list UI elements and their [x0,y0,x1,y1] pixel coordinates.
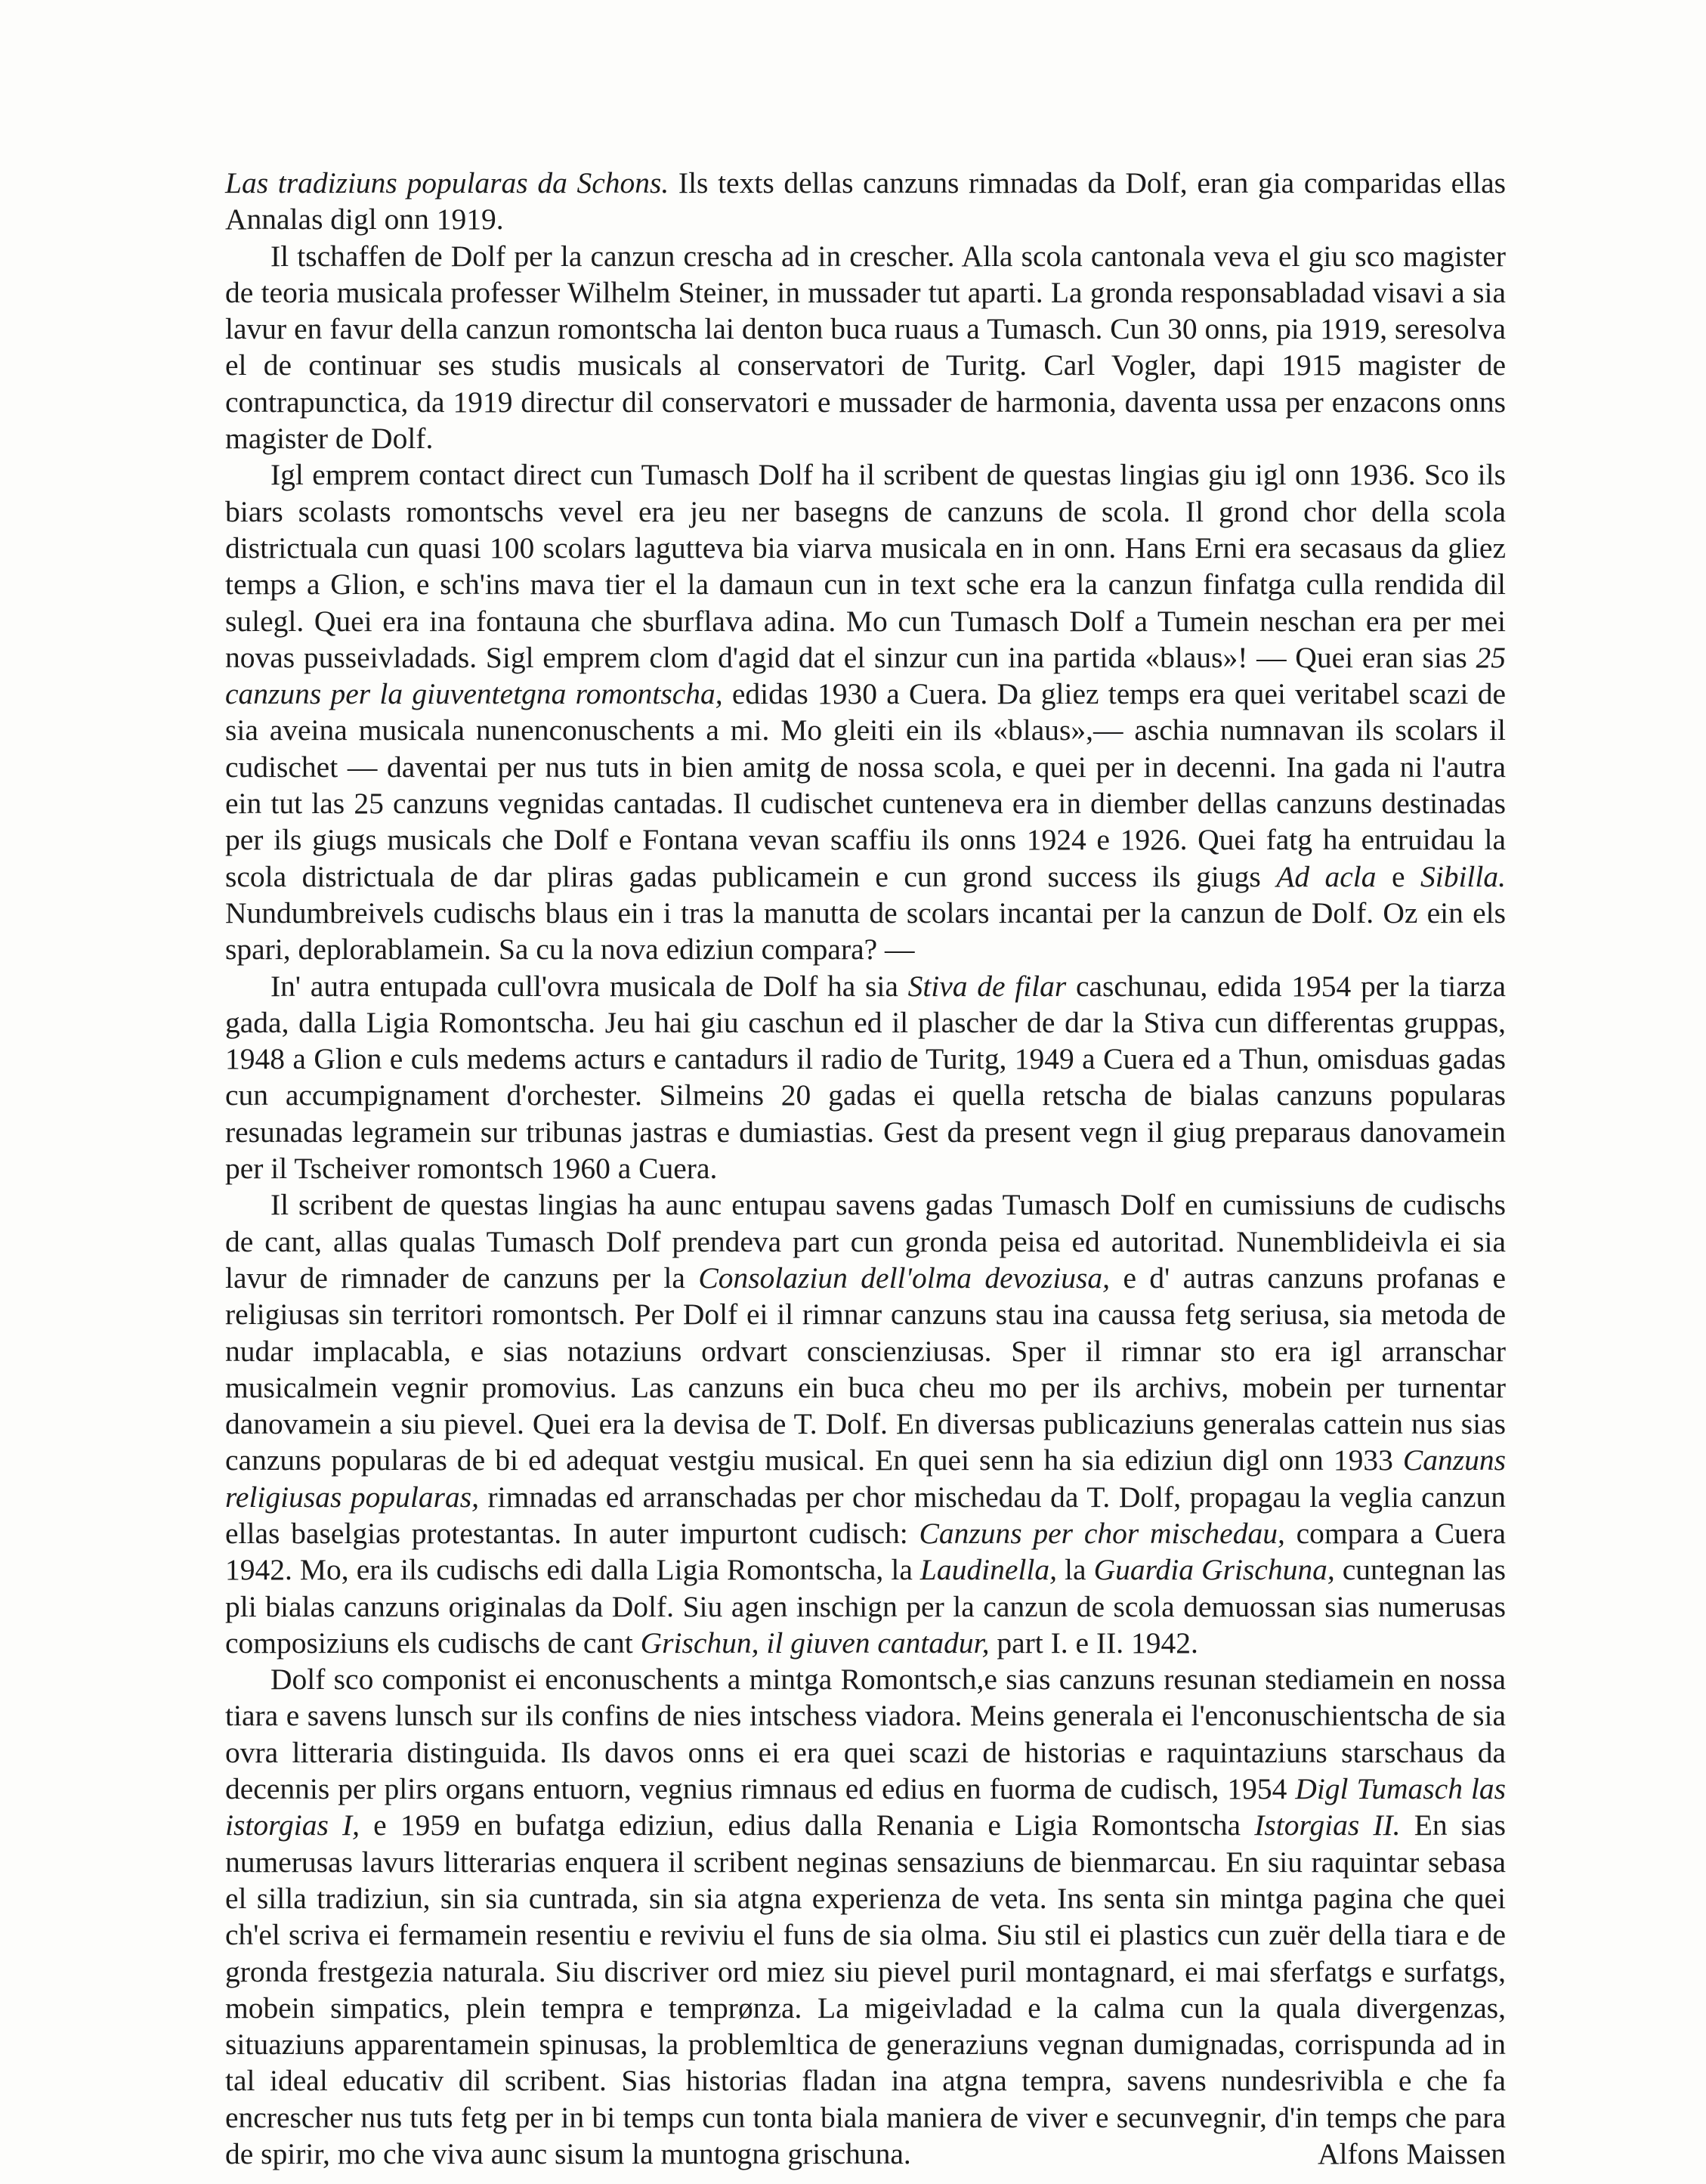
text-run: Il scribent de questas lingias ha aunc entupau savens gadas Tumasch Dolf en cumissiuns de cudischs de cant, allas qualas Tumasch Dolf prendeva part cun gronda peisa ed autoritad. Nunemblideivla ei sia lavur de rimnader de canzuns per la [225,1188,1506,1295]
italic-title: 25 canzuns per la giuventetgna romontscha, [225,640,1506,711]
text-run: Nundumbreivels cudischs blaus ein i tras la manutta de scolars incantai per la canzun de Dolf. Oz ein els spari, deplorablamein. Sa cu la nova ediziun compara? — [225,896,1506,967]
text-run: cuntegnan las pli bialas canzuns originalas da Dolf. Siu agen inschign per la canzun de scola demuossan sias numerusas composiziuns els cudischs de cant [225,1553,1506,1660]
text-run: compara a Cuera 1942. Mo, era ils cudischs edi dalla Ligia Romontscha, la [225,1516,1507,1587]
author-signature: Alfons Maissen [1317,2137,1506,2171]
italic-title: Digl Tumasch las istorgias I, [225,1772,1506,1842]
text-run: In' autra entupada cull'ovra musicala de Dolf ha sia [270,969,908,1003]
paragraph-1 [225,165,1506,238]
text-run: e 1959 en bufatga ediziun, edius dalla Renania e Ligia Romontscha [360,1808,1255,1842]
text-run: Il tschaffen de Dolf per la canzun crescha ad in crescher. Alla scola cantonala veva el giu sco magister de teoria musicala professer Wilhelm Steiner, in mussader tut aparti. La gronda responsabladad visavi a sia lavur en favur della canzun romontscha lai denton buca ruaus a Tumasch. Cun 30 onns, pia 1919, seresolva el de continuar ses studis musicals al conservatori de Turitg. Carl Vogler, dapi 1915 magister de contrapunctica, da 1919 directur dil conservatori e mussader de harmonia, daventa ussa per enzacons onns magister de Dolf. [225,239,1506,456]
italic-title: Canzuns per chor mischedau, [919,1516,1285,1550]
italic-title: Laudinella, [919,1553,1057,1587]
text-run: part I. e II. 1942. [989,1626,1198,1660]
text-run: edidas 1930 a Cuera. Da gliez temps era quei veritabel scazi de sia aveina musicala nunenconuschents a mi. Mo gleiti ein ils «blaus»,— aschia numnavan ils scolars il cudischet — daventai per nus tuts in bien amitg de nossa scola, e quei per in decenni. Ina gada ni l'autra ein tut las 25 canzuns vegnidas cantadas. Il cudischet cunteneva era in diember dellas canzuns destinadas per ils giugs musicals che Dolf e Fontana vevan scaffiu ils onns 1924 e 1926. Quei fatg ha entruidau la scola districtuala de dar pliras gadas publicamein e cun grond success ils giugs [225,677,1506,893]
paragraph-3 [225,456,1506,967]
italic-title: Las tradiziuns popularas da Schons. [225,166,669,200]
italic-title: Sibilla. [1420,859,1507,893]
paragraph-5 [225,1186,1506,1661]
italic-title: Stiva de filar [907,969,1067,1003]
italic-title: Consolaziun dell'olma devoziusa, [698,1261,1111,1295]
text-run: Dolf sco componist ei enconuschents a mintga Romontsch,e sias canzuns resunan stediamein en nossa tiara e savens lunsch sur ils confins de nies intschess viadora. Meins generala ei l'enconuschientscha de sia ovra litteraria distinguida. Ils davos onns ei era quei scazi de historias e raquintaziuns starschaus da decennis per plirs organs entuorn, vegnius rimnaus ed edius en fuorma de cudisch, 1954 [225,1663,1506,1806]
italic-title: Canzuns religiusas popularas, [225,1443,1506,1514]
italic-title: Guardia Grischuna, [1093,1553,1335,1587]
text-run: Igl emprem contact direct cun Tumasch Dolf ha il scribent de questas lingias giu igl onn 1936. Sco ils biars scolasts romontschs vevel era jeu ner basegns de canzuns de scola. Il grond chor della scola districtuala cun quasi 100 scolars lagutteva bia viarva musicala en in onn. Hans Erni era secasaus da gliez temps a Glion, e sch'ins mava tier el la damaun cun in text sche era la canzun finfatga culla rendida dil sulegl. Quei era ina fontauna che sburflava adina. Mo cun Tumasch Dolf a Tumein neschan era per mei novas pusseivladads. Sigl emprem clom d'agid dat el sinzur cun ina partida «blaus»! — Quei eran sias [225,458,1506,674]
text-run: e d' autras canzuns profanas e religiusas sin territori romontsch. Per Dolf ei il rimnar canzuns stau ina caussa fetg seriusa, sia metoda de nudar implacabla, e sias notaziuns ordvart conscienziusas. Sper il rimnar sto era igl arranschar musicalmein vegnir promovius. Las canzuns ein buca cheu mo per ils archivs, mobein per turnentar danovamein a siu pievel. Quei era la devisa de T. Dolf. En diversas publicaziuns generalas cattein nus sias canzuns popularas de bi ed adequat vestgiu musical. En quei senn ha sia ediziun digl onn 1933 [225,1261,1506,1477]
italic-title: Ad acla [1276,859,1377,893]
paragraph-6 [225,1661,1506,2172]
text-run: la [1056,1553,1094,1587]
text-run: rimnadas ed arranschadas per chor mischedau da T. Dolf, propagau la veglia canzun ellas baselgias protestantas. In auter impurtont cudisch: [225,1480,1506,1550]
italic-title: Grischun, il giuven cantadur, [640,1626,990,1660]
paragraph-6-text [225,1663,1506,2170]
text-run: En sias numerusas lavurs litterarias enquera il scribent neginas sensaziuns de bienmarcau. En siu raquintar sebasa el silla tradiziun, sin sia cuntrada, sin sia atgna experienza de veta. Ins senta sin mintga pagina che quei ch'el scriva ei fermamein resentiu e reviviu el funs de sia olma. Siu stil ei plastics cun zuër della tiara e de gronda frestgezia naturala. Siu discriver ord miez siu pievel puril montagnard, ei mai sferfatgs e surfatgs, mobein simpatics, plein tempra e temprønza. La migeivladad e la calma cun la quala divergenzas, situaziuns apparentamein spinusas, la problemltica de generaziuns vegnan dumignadas, corrispunda ad in tal ideal educativ dil scribent. Sias historias fladan ina atgna tempra, savens nundesrivibla e che fa encrescher nus tuts fetg per in bi temps cun tonta biala maniera de viver e secunvegnir, d'in temps che para de spirir, mo che viva aunc sisum la muntogna grischuna. [225,1808,1506,2171]
italic-title: Istorgias II. [1254,1808,1401,1842]
article-body [225,165,1506,2172]
text-run: Ils texts dellas canzuns rimnadas da Dolf, eran gia comparidas ellas Annalas digl onn 1919. [225,166,1506,237]
text-run: e [1376,859,1420,893]
paragraph-4 [225,968,1506,1187]
paragraph-2 [225,238,1506,457]
text-run: caschunau, edida 1954 per la tiarza gada, dalla Ligia Romontscha. Jeu hai giu caschun ed il plascher de dar la Stiva cun differentas gruppas, 1948 a Glion e culs medems acturs e cantadurs il radio de Turitg, 1949 a Cuera ed a Thun, omisduas gadas cun accumpignament d'orchester. Silmeins 20 gadas ei quella retscha de bialas canzuns popularas resunadas legramein sur tribunas jastras e dumiastias. Gest da present vegn il giug preparaus danovamein per il Tscheiver romontsch 1960 a Cuera. [225,969,1506,1186]
